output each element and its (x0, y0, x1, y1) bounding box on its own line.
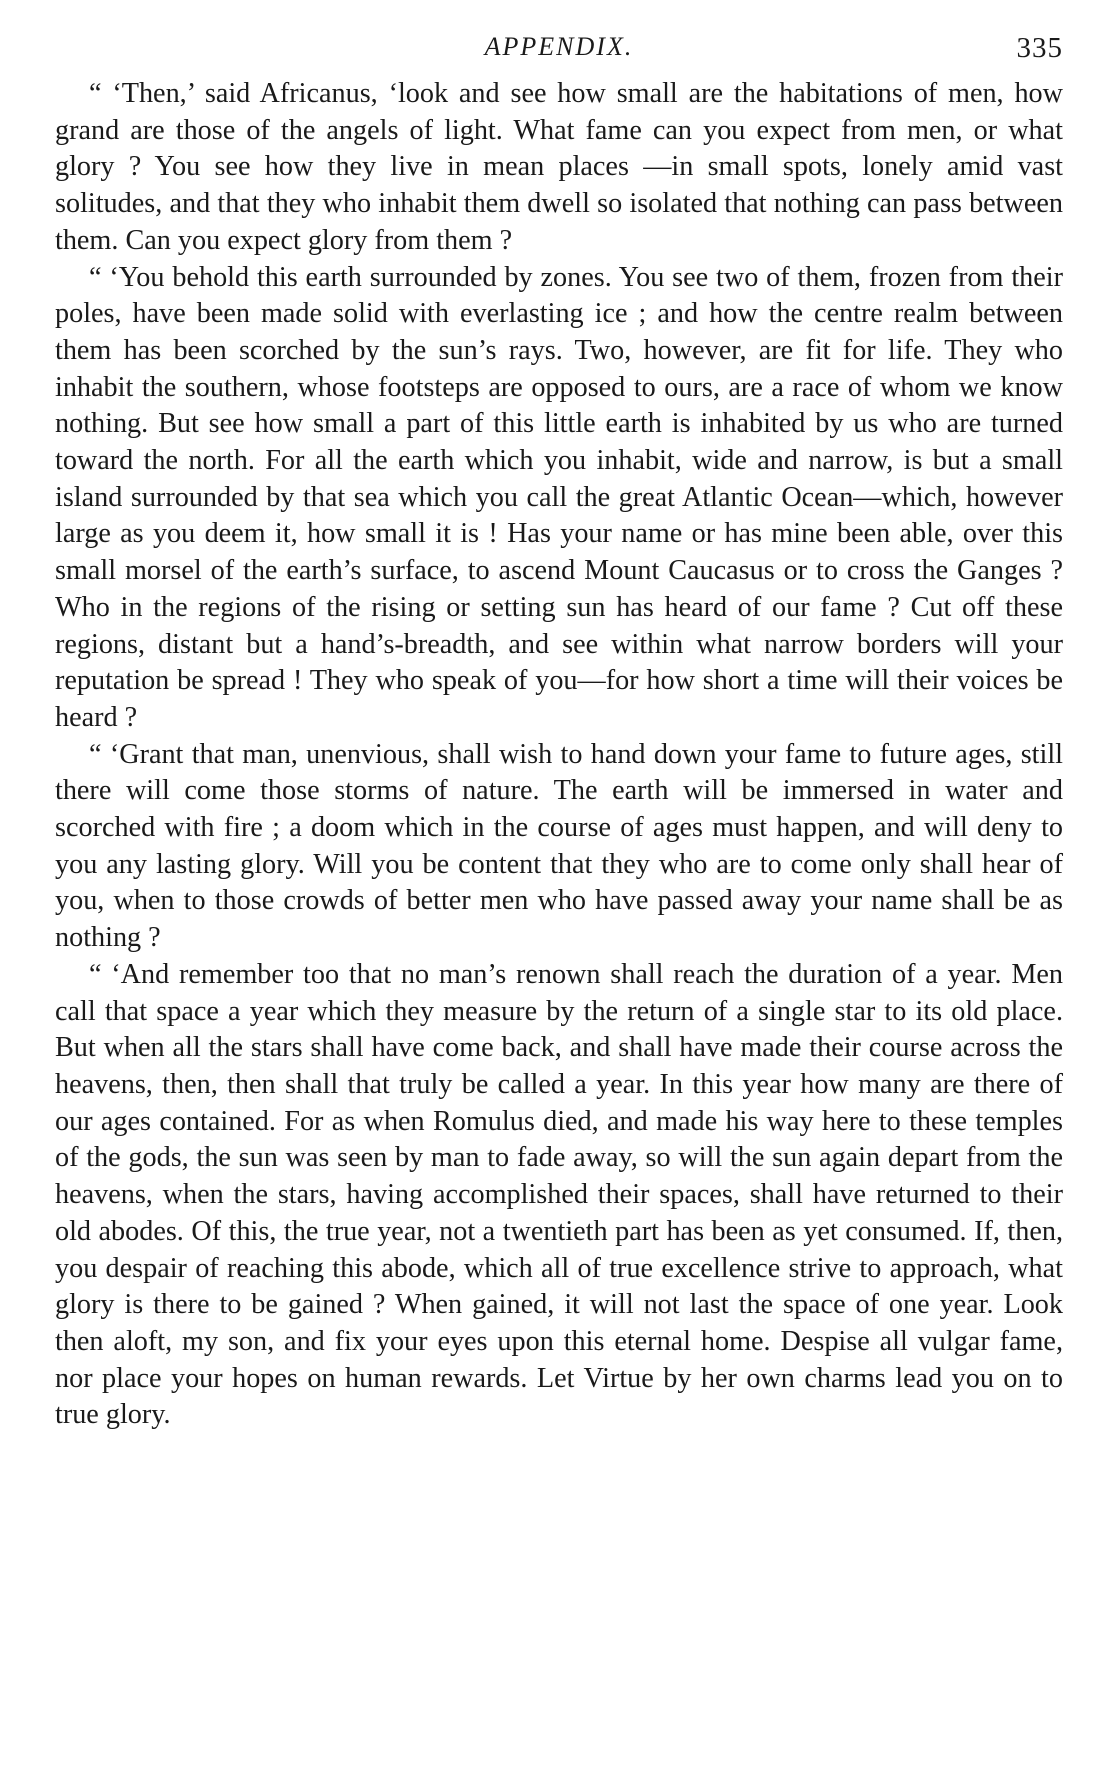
running-head-title: APPENDIX. (484, 32, 634, 61)
book-page (55, 20, 1063, 1760)
paragraph-habitations: “ ‘Then,’ said Africanus, ‘look and see how small are the habitations of men, how grand are those of the angels of light. What fame can you expect from men, or what glory ? You see how they live in mean places —in small spots, lonely amid vast solitudes, and that they who inhabit them dwell so isolated that nothing can pass between them. Can you expect glory from them ? (55, 78, 1063, 256)
running-head (55, 20, 1063, 76)
paragraph-zones: “ ‘You behold this earth surrounded by zones. You see two of them, frozen from their poles, have been made solid with everlasting ice ; and how the centre realm between them has been scorched by the sun’s rays. Two, however, are fit for life. They who inhabit the southern, whose footsteps are opposed to ours, are a race of whom we know nothing. But see how small a part of this little earth is inhabited by us who are turned toward the north. For all the earth which you inhabit, wide and narrow, is but a small island surrounded by that sea which you call the great Atlantic Ocean—which, however large as you deem it, how small it is ! Has your name or has mine been able, over this small morsel of the earth’s surface, to ascend Mount Caucasus or to cross the Ganges ? Who in the regions of the rising or setting sun has heard of our fame ? Cut off these regions, distant but a hand’s-breadth, and see within what narrow borders will your reputation be spread ! They who speak of you—for how short a time will their voices be heard ? (55, 261, 1063, 733)
page-number: 335 (1016, 32, 1063, 64)
body-text (55, 76, 1063, 1434)
paragraph-storms: “ ‘Grant that man, unenvious, shall wish to hand down your fame to future ages, still there will come those storms of nature. The earth will be immersed in water and scorched with fire ; a doom which in the course of ages must happen, and will deny to you any lasting glory. Will you be content that they who are to come only shall hear of you, when to those crowds of better men who have passed away your name shall be as nothing ? (55, 738, 1063, 954)
paragraph-true-year: “ ‘And remember too that no man’s renown shall reach the duration of a year. Men call that space a year which they measure by the return of a single star to its old place. But when all the stars shall have come back, and shall have made their course across the heavens, then, then shall that truly be called a year. In this year how many are there of our ages contained. For as when Romulus died, and made his way here to these temples of the gods, the sun was seen by man to fade away, so will the sun again depart from the heavens, when the stars, having accomplished their spaces, shall have returned to their old abodes. Of this, the true year, not a twentieth part has been as yet consumed. If, then, you despair of reaching this abode, which all of true excellence strive to approach, what glory is there to be gained ? When gained, it will not last the space of one year. Look then aloft, my son, and fix your eyes upon this eternal home. Despise all vulgar fame, nor place your hopes on human rewards. Let Virtue by her own charms lead you on to true glory. (55, 958, 1063, 1431)
